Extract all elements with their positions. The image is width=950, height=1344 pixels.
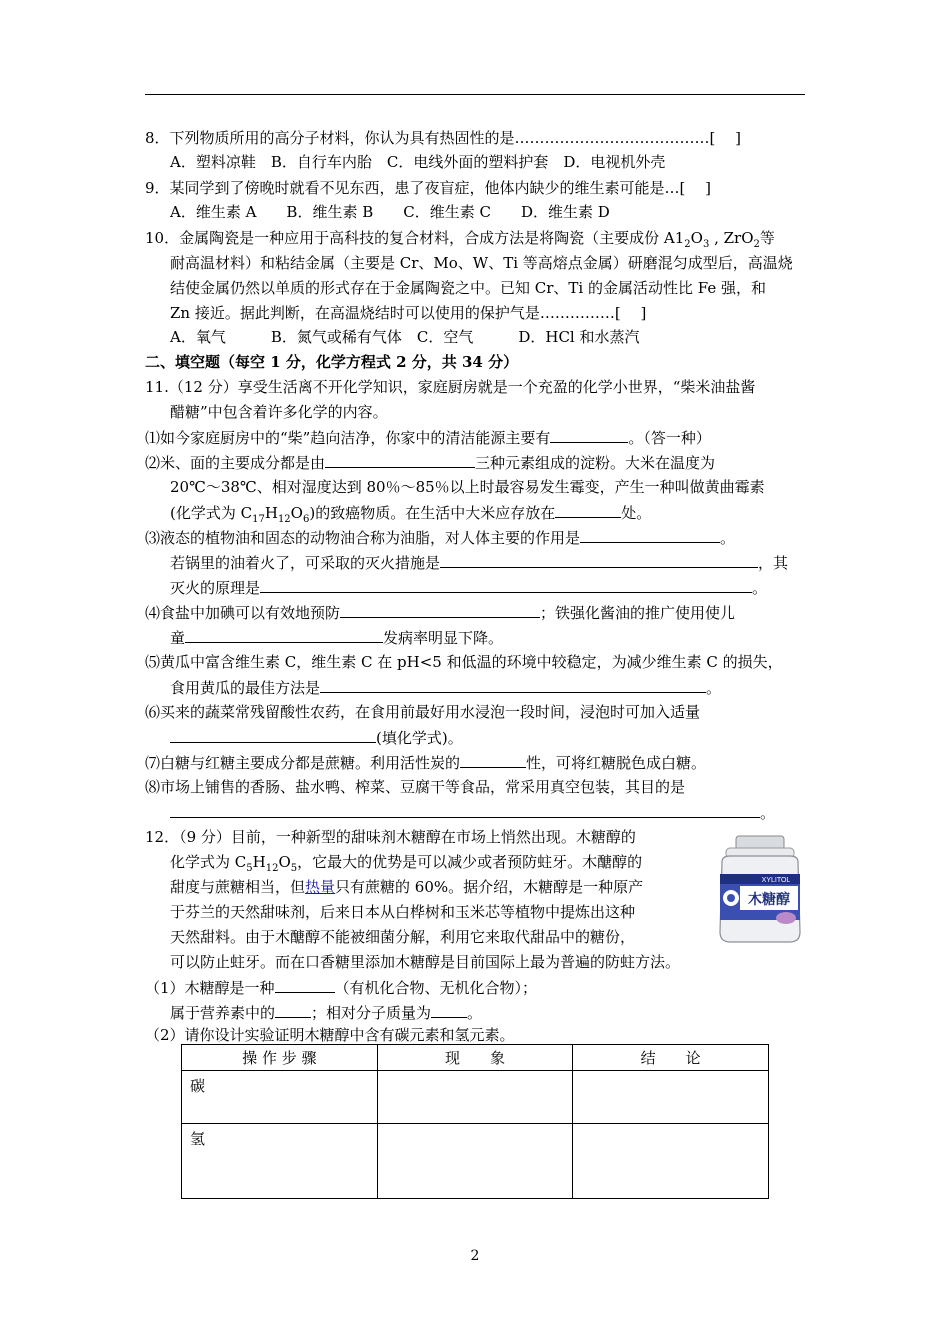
table-row <box>182 1071 769 1124</box>
xylitol-bottle-image <box>716 834 804 946</box>
answer-blank[interactable] <box>260 577 752 593</box>
section-heading: 二、填空题（每空 1 分，化学方程式 2 分，共 34 分） <box>145 353 519 371</box>
table-header: 现 象 <box>377 1045 573 1071</box>
q11-part2-line3: (化学式为 $C_{17}H_{12}O_6$)的致癌物质。在生活中大米应存放在 处。 <box>170 504 652 525</box>
q11-part8-line2: 。 <box>170 802 775 823</box>
answer-blank[interactable] <box>185 627 383 643</box>
answer-blank[interactable] <box>170 802 760 818</box>
answer-blank[interactable] <box>340 602 540 618</box>
table-cell[interactable] <box>573 1124 769 1199</box>
q11-part3-line1: ⑶液态的植物油和固态的动物油合称为油脂，对人体主要的作用是 。 <box>145 529 736 547</box>
answer-blank[interactable] <box>555 502 621 518</box>
q12-sub1-line1: （1）木糖醇是一种 （有机化合物、无机化合物）； <box>145 979 538 997</box>
q11-part6-line1: ⑹买来的蔬菜常残留酸性农药，在食用前最好用水浸泡一段时间，浸泡时可加入适量 <box>145 703 701 721</box>
experiment-table <box>181 1044 769 1199</box>
q11-part2-line2: 20℃～38℃、相对湿度达到 80％～85％以上时最容易发生霉变，产生一种叫做黄曲霉素 <box>170 478 765 496</box>
q9-options: A．维生素 A B．维生素 B C．维生素 C D．维生素 D <box>170 203 610 221</box>
q11-part8-line1: ⑻市场上铺售的香肠、盐水鸭、榨菜、豆腐干等食品，常采用真空包装，其目的是 <box>145 778 686 796</box>
page-number: 2 <box>470 1248 480 1264</box>
table-cell[interactable] <box>377 1124 573 1199</box>
answer-blank[interactable] <box>460 752 526 768</box>
answer-blank[interactable] <box>431 1002 467 1018</box>
q11-part1: ⑴如今家庭厨房中的“柴”趋向洁净，你家中的清洁能源主要有 。（答一种） <box>145 429 711 447</box>
answer-blank[interactable] <box>275 1002 311 1018</box>
bottle-brand-text: XYLITOL <box>761 877 791 884</box>
q11-part4-line1: ⑷食盐中加碘可以有效地预防 ；铁强化酱油的推广使用使儿 <box>145 604 736 622</box>
q11-part6-line2: (填化学式)。 <box>170 727 463 748</box>
table-row <box>182 1124 769 1199</box>
answer-blank[interactable] <box>320 677 706 693</box>
answer-blank[interactable] <box>325 452 475 468</box>
q9-stem: 9．某同学到了傍晚时就看不见东西，患了夜盲症，他体内缺少的维生素可能是…[ ] <box>145 179 712 197</box>
answer-blank[interactable] <box>170 727 376 743</box>
q10-options: A．氧气 B．氮气或稀有气体 C．空气 D．HCl 和水蒸汽 <box>170 328 640 346</box>
header-rule <box>145 94 805 95</box>
q12-line3: 甜度与蔗糖相当，但热量只有蔗糖的 60%。据介绍，木糖醇是一种原产 <box>170 878 644 896</box>
q8-stem: 8．下列物质所用的高分子材料，你认为具有热固性的是…………………………………[ ] <box>145 129 742 147</box>
q12-sub1-line2: 属于营养素中的 ；相对分子质量为 。 <box>170 1004 483 1022</box>
q12-line4: 于芬兰的天然甜味剂，后来日本从白桦树和玉米芯等植物中提炼出这种 <box>170 903 636 921</box>
q12-line6: 可以防止蛀牙。而在口香糖里添加木糖醇是目前国际上最为普遍的防蛀方法。 <box>170 953 681 971</box>
q12-line2: 化学式为 $C_5H_{12}O_5$，它最大的优势是可以减少或者预防蛀牙。木醣醇的 <box>170 853 643 874</box>
q11-part2-line1: ⑵米、面的主要成分都是由 三种元素组成的淀粉。大米在温度为 <box>145 454 716 472</box>
answer-blank[interactable] <box>550 427 628 443</box>
table-cell[interactable] <box>377 1071 573 1124</box>
q11-part3-line3: 灭火的原理是 。 <box>170 579 768 597</box>
answer-blank[interactable] <box>580 527 720 543</box>
q10-line3: 结使金属仍然以单质的形式存在于金属陶瓷之中。已知 Cr、Ti 的金属活动性比 Fe 强，和 <box>170 279 766 297</box>
bottle-label-text: 木糖醇 <box>748 892 790 908</box>
q11-line1: 11.（12 分）享受生活离不开化学知识，家庭厨房就是一个充盈的化学小世界，“柴米油盐酱 <box>145 378 756 396</box>
q11-part3-line2: 若锅里的油着火了，可采取的灭火措施是 ，其 <box>170 554 789 572</box>
q12-line1: 12．（9 分）目前，一种新型的甜味剂木糖醇在市场上悄然出现。木糖醇的 <box>145 828 636 846</box>
q10-line1: 10．金属陶瓷是一种应用于高科技的复合材料，合成方法是将陶瓷（主要成份 $A1_2O_3$ , ZrO$_2$等 <box>145 229 775 250</box>
q11-part5-line2: 食用黄瓜的最佳方法是 。 <box>170 679 722 697</box>
q10-line2: 耐高温材料）和粘结金属（主要是 Cr、Mo、W、Ti 等高熔点金属）研磨混匀成型后，高温烧 <box>170 254 793 272</box>
table-cell: 氢 <box>182 1124 378 1199</box>
calorie-link[interactable]: 热量 <box>305 878 336 896</box>
q11-line2: 醋糖”中包含着许多化学的内容。 <box>170 403 388 421</box>
table-header-row <box>182 1045 769 1071</box>
q12-sub2: （2）请你设计实验证明木糖醇中含有碳元素和氢元素。 <box>145 1026 515 1044</box>
q8-options: A．塑料凉鞋 B．自行车内胎 C．电线外面的塑料护套 D．电视机外壳 <box>170 153 666 171</box>
table-cell: 碳 <box>182 1071 378 1124</box>
q11-part4-line2: 童 发病率明显下降。 <box>170 629 504 647</box>
q12-line5: 天然甜料。由于木醣醇不能被细菌分解，利用它来取代甜品中的糖份， <box>170 928 636 946</box>
table-header: 结 论 <box>573 1045 769 1071</box>
q10-line4: Zn 接近。据此判断，在高温烧结时可以使用的保护气是……………[ ] <box>170 304 647 322</box>
answer-blank[interactable] <box>275 977 335 993</box>
q11-part7: ⑺白糖与红糖主要成分都是蔗糖。利用活性炭的 性，可将红糖脱色成白糖。 <box>145 754 707 772</box>
answer-blank[interactable] <box>440 552 758 568</box>
q11-part5-line1: ⑸黄瓜中富含维生素 C，维生素 C 在 pH<5 和低温的环境中较稳定，为减少维生素 C 的损失， <box>145 653 783 671</box>
table-cell[interactable] <box>573 1071 769 1124</box>
table-header: 操 作 步 骤 <box>182 1045 378 1071</box>
